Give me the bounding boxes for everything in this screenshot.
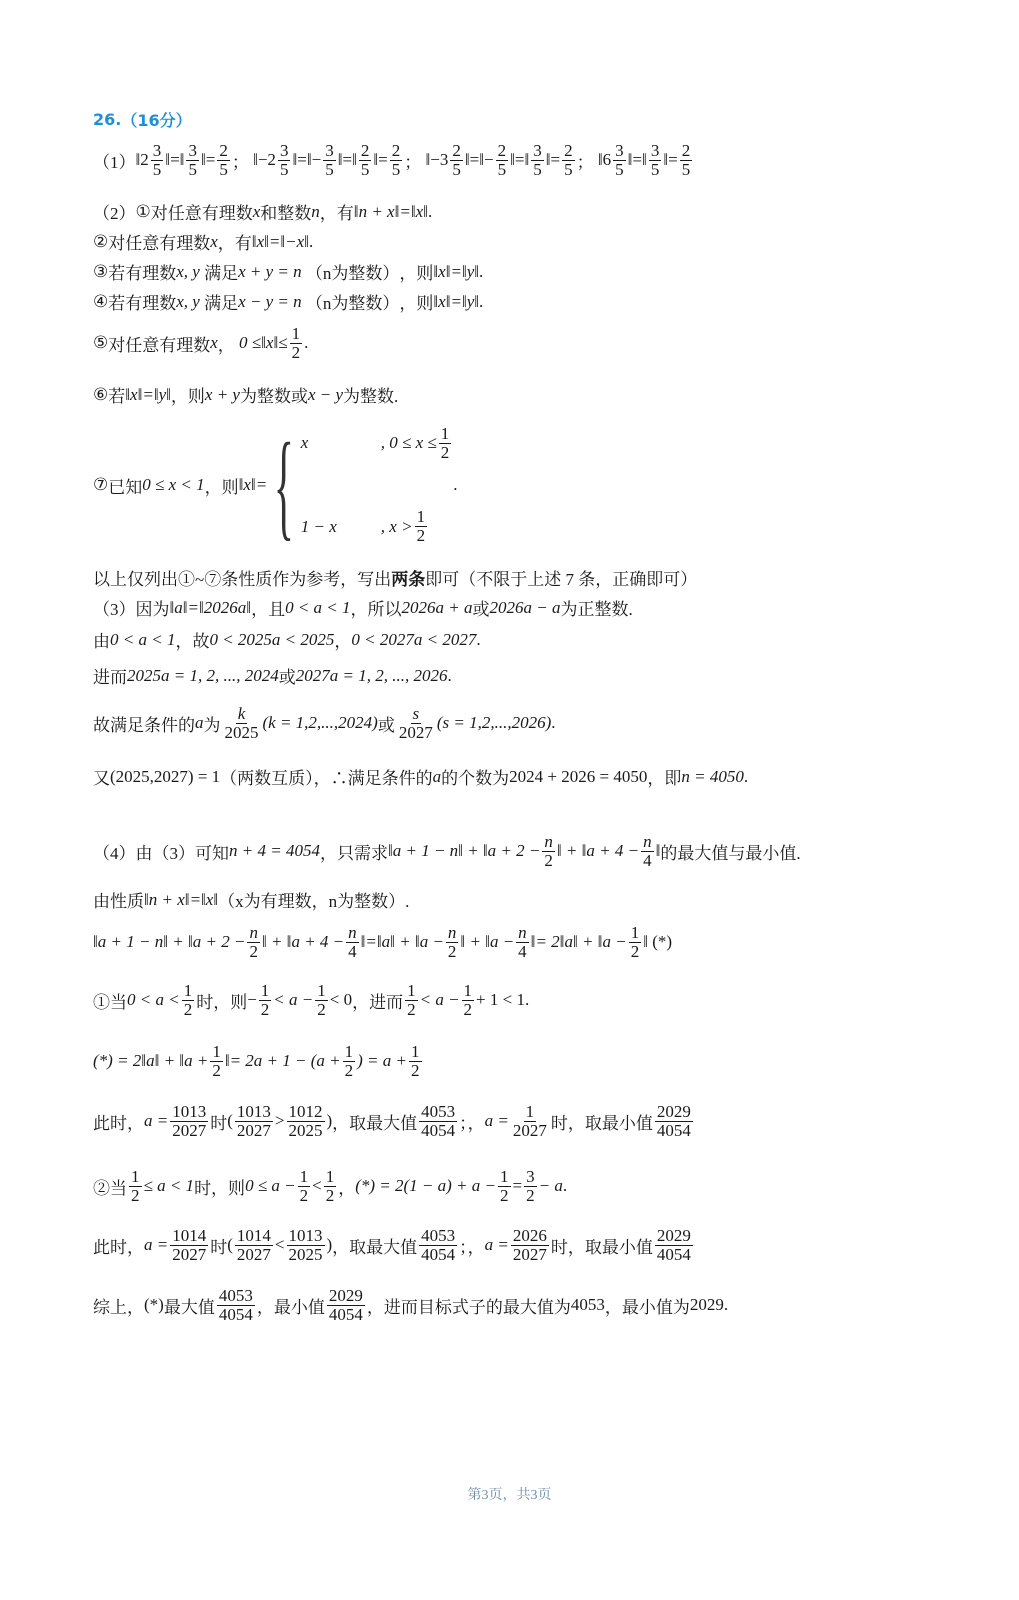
fraction: $\frac{2}{5}$ (681, 141, 691, 179)
math: 0 ≤‖x‖≤ (239, 333, 288, 353)
part4-case-2 (93, 1168, 567, 1205)
math: n + 4 = 4054 (229, 841, 320, 861)
fraction: $\frac{2026}{2027}$ (512, 1226, 547, 1264)
text: 若有理数 (108, 264, 177, 283)
eq: = (668, 150, 678, 170)
math: ‖ (*) (643, 932, 673, 952)
text: ， (334, 632, 352, 651)
math: ‖a + 1 − n‖ + ‖a + 2 − (387, 841, 541, 861)
norm-bar: ‖ (135, 150, 141, 170)
fraction: $\frac{3}{5}$ (615, 141, 624, 179)
part4-line-2 (93, 887, 409, 912)
text: （4）由（3）可知 (93, 843, 229, 863)
text: 满足 (204, 264, 239, 283)
norm-bar: ‖ (510, 150, 515, 170)
fraction: $\frac{1}{2}$ (183, 981, 193, 1019)
property-4 (93, 289, 483, 314)
math: ‖ + ‖a − (460, 932, 515, 952)
end: . (479, 261, 484, 281)
left-brace-icon: { (273, 418, 295, 551)
math: ‖x‖=‖−x‖ (251, 231, 309, 251)
fraction: $\frac{2}{5}$ (497, 141, 507, 179)
text: 或 (278, 668, 296, 687)
math: (*) (144, 1295, 164, 1315)
math: ) = a + (357, 1051, 407, 1071)
whole: −3 (430, 150, 449, 170)
text: 综上， (93, 1297, 144, 1317)
math: (*) = 2‖a‖ + ‖a + (93, 1051, 209, 1071)
whole: 6 (602, 150, 612, 170)
end: . (479, 291, 484, 311)
end: . (551, 713, 556, 733)
math: ‖x‖=‖y‖ (125, 384, 171, 404)
fraction: $\frac{2}{5}$ (219, 141, 228, 179)
norm-bar: ‖ (663, 150, 669, 170)
math: − (247, 990, 257, 1010)
text: 若 (108, 387, 126, 406)
text: ， (338, 1178, 356, 1198)
property-3 (93, 259, 483, 284)
math: 0 < 2025a < 2025 (209, 629, 335, 649)
text: ；， (459, 1113, 485, 1133)
text-bold: 两条 (391, 570, 426, 589)
fraction: $\frac{1}{2}$ (260, 981, 270, 1019)
norm-bar: ‖ (545, 150, 551, 170)
norm-bar: ‖ (200, 150, 206, 170)
eq: = (342, 150, 353, 170)
math: 2026a + a (401, 597, 473, 617)
math: (*) = 2(1 − a) + a − (355, 1176, 496, 1196)
value: 4053 (570, 1295, 605, 1315)
end: . (447, 665, 452, 685)
page-footer: 第3页，共3页 (467, 1488, 552, 1503)
norm-bar: ‖ (165, 150, 171, 170)
text: 时，则 (194, 1178, 246, 1198)
part2-note (93, 565, 697, 590)
fraction: $\frac{n}{2}$ (249, 923, 258, 961)
minus: − (484, 150, 494, 170)
math: ‖a + 1 − n‖ + ‖a + 2 − (93, 932, 246, 952)
fraction: $\frac{n}{2}$ (447, 923, 457, 961)
norm-bar: ‖ (352, 150, 357, 170)
case-1: x , 0 ≤ x ≤ $\frac{1}{2}$ (300, 424, 450, 462)
text: 以上仅列出①~⑦条性质作为参考，写出 (93, 570, 392, 589)
part3-line-1 (93, 595, 633, 620)
fraction: $\frac{1}{2}$ (325, 1167, 335, 1205)
fraction: $\frac{n}{4}$ (518, 923, 527, 961)
whole: 2 (140, 150, 149, 170)
property-2 (93, 229, 313, 254)
cases (301, 425, 453, 545)
whole: −2 (257, 150, 276, 170)
math: ‖ + ‖a + 4 − (556, 841, 640, 861)
text: ；， (459, 1237, 485, 1257)
text: 时，取最小值 (550, 1237, 653, 1257)
math: 2024 + 2026 = 4050 (509, 766, 648, 786)
math: ‖= 2‖a‖ + ‖a − (530, 932, 627, 952)
part1-label: （1） (93, 152, 136, 172)
text: 时 (210, 1237, 228, 1257)
text: 对任意有理数 (150, 204, 253, 223)
norm-bar: ‖ (179, 150, 185, 170)
fraction: $\frac{1}{2}$ (317, 981, 326, 1019)
math: 2025a = 1, 2, ..., 2024 (127, 665, 279, 685)
text: ，所以 (350, 600, 402, 619)
op: < (274, 1235, 285, 1255)
math: a = (484, 1235, 509, 1255)
fraction: $\frac{1}{2}$ (131, 1167, 140, 1205)
eq: = (469, 150, 480, 170)
part3-line-2 (93, 627, 481, 652)
math: x − y = n (238, 291, 302, 311)
item-num: ③ (93, 261, 109, 281)
op: > (274, 1111, 285, 1131)
fraction: $\frac{1}{2}$ (630, 923, 640, 961)
math: (k = 1,2,...,2024) (262, 713, 378, 733)
var: x (210, 333, 218, 353)
text: 为 (203, 715, 221, 735)
var: x, y (176, 291, 200, 311)
math: a = (144, 1235, 169, 1255)
text: ，最小值 (256, 1297, 325, 1317)
fraction: $\frac{s}{2027}$ (398, 704, 433, 742)
fraction: $\frac{2}{5}$ (564, 141, 573, 179)
math: ‖x‖=‖y‖ (433, 261, 480, 281)
property-5 (93, 325, 308, 362)
end: . (308, 231, 314, 251)
var: n (311, 201, 320, 221)
fraction: $\frac{1}{2}$ (407, 981, 416, 1019)
math: 0 ≤ a − (245, 1176, 296, 1196)
text: 和整数 (260, 204, 312, 223)
value: 2029 (689, 1295, 724, 1315)
part3-line-3 (93, 663, 452, 688)
text: ，故 (175, 632, 210, 651)
math: − a (538, 1176, 563, 1196)
math: < a − (273, 990, 314, 1010)
text: 满足 (204, 294, 239, 313)
text: ，最小值为 (604, 1297, 690, 1317)
text: ，取最大值 (332, 1113, 418, 1133)
math: ‖ + ‖a + 4 − (261, 932, 345, 952)
fraction: $\frac{1}{2027}$ (512, 1102, 547, 1140)
fraction: $\frac{n}{2}$ (544, 832, 553, 870)
text: 对任意有理数 (108, 335, 211, 355)
fraction: $\frac{n}{4}$ (643, 832, 652, 870)
part2-label: （2） (93, 204, 136, 223)
sep: ； (576, 152, 594, 172)
math: a = (144, 1111, 169, 1131)
fraction: $\frac{2}{5}$ (360, 141, 370, 179)
norm-bar: ‖ (642, 150, 647, 170)
text: ，则 (170, 387, 205, 406)
fraction: $\frac{1}{2}$ (212, 1042, 221, 1080)
text: 已知 (108, 477, 143, 497)
question-score: （16分） (121, 111, 192, 130)
eq: = (297, 150, 307, 170)
math: ‖x‖= (238, 475, 268, 494)
math: = (512, 1176, 523, 1196)
text: ，取最大值 (332, 1237, 418, 1257)
part4-line-3 (93, 924, 672, 961)
text: 此时， (93, 1237, 144, 1257)
fraction: $\frac{3}{5}$ (188, 141, 197, 179)
eq: = (378, 150, 388, 170)
text: （两数互质），∴满足条件的 (220, 769, 433, 788)
text: 的最大值与最小值. (660, 843, 801, 863)
text: 由 (93, 632, 110, 651)
math: (2025,2027) = 1 (110, 766, 221, 786)
norm-bar: ‖ (292, 150, 298, 170)
math: ‖n + x‖=‖x‖ (144, 889, 219, 909)
text: 进而 (93, 668, 127, 687)
fraction: $\frac{1}{2}$ (299, 1167, 309, 1205)
norm-bar: ‖ (597, 150, 603, 170)
text: 又 (93, 769, 110, 788)
math: x − y (307, 384, 344, 404)
text: 时 (210, 1113, 228, 1133)
paren: ) (326, 1235, 333, 1255)
text: ，且 (251, 600, 286, 619)
math: x + y (204, 384, 240, 404)
math: + 1 < 1 (476, 990, 525, 1010)
var: a (432, 766, 442, 786)
property-6 (93, 382, 398, 407)
part4-case-2-result (93, 1227, 695, 1264)
paren: ) (326, 1111, 333, 1131)
fraction: $\frac{1014}{2027}$ (172, 1226, 207, 1264)
eq: = (170, 150, 180, 170)
fraction: $\frac{3}{5}$ (279, 141, 289, 179)
fraction: $\frac{4053}{4054}$ (218, 1286, 253, 1324)
item-num: ② (93, 231, 109, 251)
fraction: $\frac{n}{4}$ (348, 923, 357, 961)
text: 为正整数. (560, 600, 633, 619)
end: . (723, 1295, 729, 1315)
fraction: $\frac{4053}{4054}$ (421, 1102, 456, 1140)
text: 最大值 (163, 1297, 215, 1317)
math: 2027a = 1, 2, ..., 2026 (295, 665, 448, 685)
part4-case-1 (93, 982, 529, 1019)
sep: ； (404, 152, 422, 172)
norm-bar: ‖ (373, 150, 379, 170)
math: 0 < 2027a < 2027 (351, 629, 477, 649)
part4-case-1-expr (93, 1043, 424, 1080)
text: 为整数. (343, 387, 399, 406)
norm-bar: ‖ (337, 150, 343, 170)
end: . (562, 1176, 568, 1196)
eq: = (514, 150, 525, 170)
question-header (93, 108, 192, 131)
part4-case-1-result (93, 1103, 695, 1140)
text: 的个数为 (441, 769, 510, 788)
norm-bar: ‖ (627, 150, 633, 170)
fraction: $\frac{1013}{2025}$ (288, 1226, 323, 1264)
fraction: $\frac{2}{5}$ (391, 141, 401, 179)
text: 为整数或 (239, 387, 308, 406)
fraction: $\frac{3}{5}$ (650, 141, 660, 179)
math: < (312, 1176, 322, 1196)
text: ①当 (93, 992, 127, 1012)
item-num: ① (135, 201, 151, 221)
text: ，进而 (352, 992, 404, 1012)
fraction: $\frac{1}{2}$ (463, 981, 473, 1019)
sep: ； (231, 152, 249, 172)
norm-bar: ‖ (306, 150, 312, 170)
item-num: ⑦ (93, 475, 109, 494)
math: 2026a − a (489, 597, 561, 617)
eq: = (550, 150, 561, 170)
fraction: $\frac{1013}{2027}$ (172, 1102, 207, 1140)
fraction: $\frac{2029}{4054}$ (656, 1226, 691, 1264)
math: x + y = n (238, 261, 302, 281)
norm-bar: ‖ (479, 150, 484, 170)
text: 若有理数 (108, 294, 177, 313)
text: 此时， (93, 1113, 144, 1133)
math: ‖= 2a + 1 − (a + (224, 1051, 341, 1071)
math: ‖n + x‖=‖x‖ (353, 201, 428, 221)
text: ，进而目标式子的最大值为 (366, 1297, 571, 1317)
text: 故满足条件的 (93, 715, 195, 735)
end: . (524, 990, 530, 1010)
item-num: ⑤ (93, 333, 109, 353)
math: ‖ (655, 841, 661, 861)
text: ，只需求 (319, 843, 388, 863)
math: (s = 1,2,...,2026) (436, 713, 552, 733)
part4-summary (93, 1287, 728, 1324)
text: ，有 (217, 234, 252, 253)
norm-bar: ‖ (524, 150, 530, 170)
part3-line-4 (93, 705, 556, 742)
math: 0 ≤ x < 1 (142, 475, 205, 494)
text: 时，则 (196, 992, 248, 1012)
part3-line-5 (93, 764, 748, 789)
fraction: $\frac{4053}{4054}$ (421, 1226, 456, 1264)
text: （n为整数） (305, 294, 400, 313)
item-num: ④ (93, 291, 109, 311)
math: ≤ a < 1 (143, 1176, 195, 1196)
minus: − (311, 150, 322, 170)
var: x, y (176, 261, 200, 281)
norm-bar: ‖ (425, 150, 431, 170)
fraction: $\frac{1012}{2025}$ (288, 1102, 323, 1140)
fraction: $\frac{2029}{4054}$ (656, 1102, 691, 1140)
fraction: $\frac{2029}{4054}$ (328, 1286, 363, 1324)
end: . (743, 766, 749, 786)
text: ，有 (319, 204, 354, 223)
property-7 (93, 418, 458, 551)
var: x (210, 231, 218, 251)
math: ‖=‖a‖ + ‖a − (360, 932, 444, 952)
text: ，则 (399, 294, 434, 313)
fraction: $\frac{1014}{2027}$ (236, 1226, 271, 1264)
fraction: $\frac{3}{5}$ (152, 141, 162, 179)
piecewise (267, 418, 453, 551)
math: ‖a‖=‖2026a‖ (169, 597, 252, 617)
fraction: $\frac{1}{2}$ (500, 1167, 509, 1205)
text: ，则 (204, 477, 239, 497)
math: a = (484, 1111, 509, 1131)
eq: = (632, 150, 643, 170)
var: a (195, 713, 204, 733)
text: ， (217, 335, 235, 355)
math: n = 4050 (681, 766, 744, 786)
end: . (476, 629, 481, 649)
norm-bar: ‖ (464, 150, 470, 170)
var: x (252, 201, 261, 221)
math: 0 < a < 1 (110, 629, 176, 649)
text: 或 (472, 600, 490, 619)
fraction: $\frac{1}{2}$ (411, 1042, 420, 1080)
fraction: $\frac{1}{2}$ (344, 1042, 354, 1080)
fraction: $\frac{k}{2025}$ (224, 704, 259, 742)
fraction: $\frac{3}{5}$ (325, 141, 334, 179)
text: ，则 (399, 264, 434, 283)
end: . (427, 201, 433, 221)
case-2: 1 − x , x > $\frac{1}{2}$ (300, 507, 426, 546)
eq: = (205, 150, 216, 170)
text: 即可（不限于上述 7 条，正确即可） (425, 570, 698, 589)
part1-line (93, 142, 694, 179)
text: ②当 (93, 1178, 127, 1198)
fraction: $\frac{1}{2}$ (291, 324, 301, 362)
math: < 0 (329, 990, 353, 1010)
fraction: $\frac{1013}{2027}$ (236, 1102, 271, 1140)
item-num: ⑥ (93, 384, 109, 404)
question-number: 26. (93, 110, 122, 129)
text: 由性质 (93, 892, 144, 911)
math: 0 < a < (127, 990, 180, 1010)
math: 0 < a < 1 (285, 597, 351, 617)
property-1 (93, 199, 432, 224)
text: （3）因为 (93, 600, 170, 619)
fraction: $\frac{3}{2}$ (526, 1167, 535, 1205)
text: 或 (377, 715, 395, 735)
text: 时，取最小值 (550, 1113, 653, 1133)
paren: ( (227, 1111, 233, 1131)
text: ，即 (647, 769, 682, 788)
math: ‖x‖=‖y‖ (433, 291, 480, 311)
math: < a − (419, 990, 460, 1010)
text: （n为整数） (305, 264, 400, 283)
fraction: $\frac{3}{5}$ (533, 141, 542, 179)
end: . (453, 475, 458, 494)
part4-line-1 (93, 833, 801, 870)
text: （x为有理数，n为整数）. (218, 892, 410, 911)
fraction: $\frac{2}{5}$ (452, 141, 461, 179)
text: 对任意有理数 (108, 234, 211, 253)
end: . (304, 333, 309, 353)
paren: ( (227, 1235, 233, 1255)
norm-bar: ‖ (253, 150, 258, 170)
